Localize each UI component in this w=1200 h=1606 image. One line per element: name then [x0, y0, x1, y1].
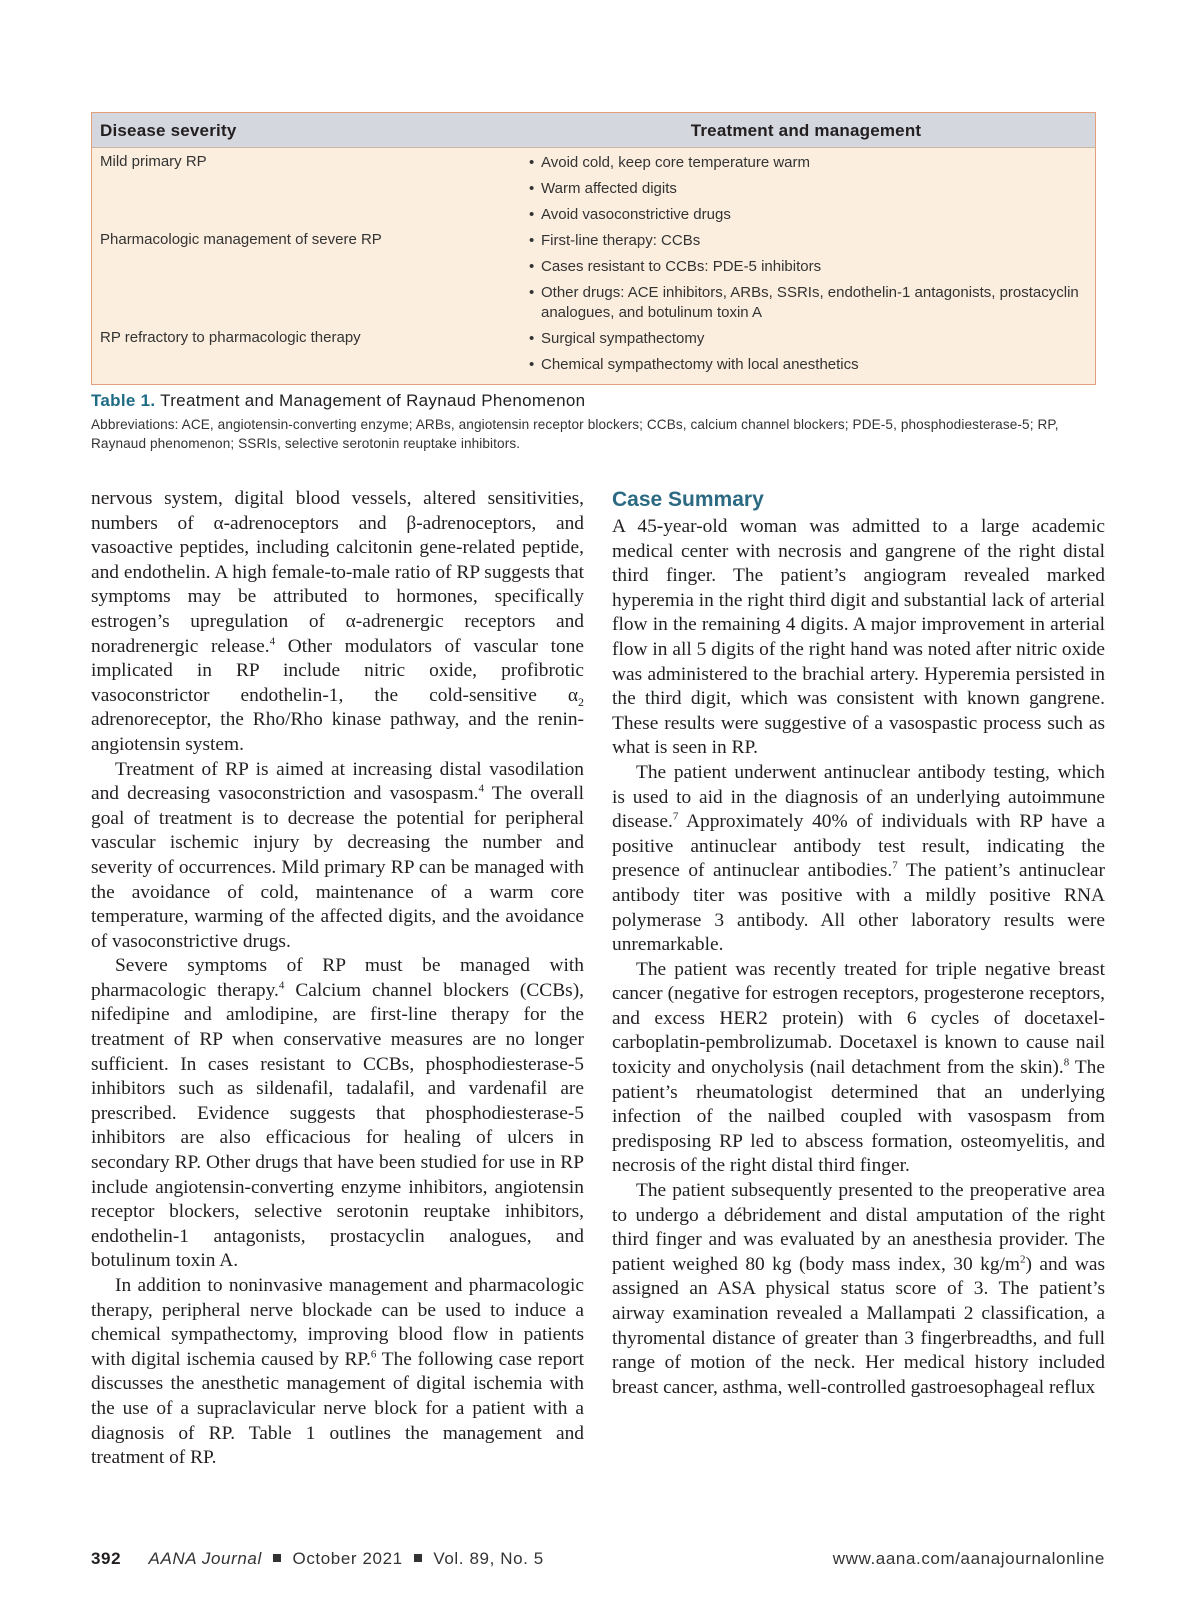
- volume-issue: Vol. 89, No. 5: [433, 1549, 544, 1568]
- severity-mild-primary: Mild primary RP: [100, 153, 207, 170]
- header-disease-severity: Disease severity: [100, 121, 237, 140]
- journal-url: www.aana.com/aanajournalonline: [832, 1549, 1105, 1568]
- treatment-item: • Warm affected digits: [529, 180, 677, 197]
- severity-refractory: RP refractory to pharmacologic therapy: [100, 329, 361, 346]
- paragraph: The patient was recently treated for triple negative breast cancer (negative for estrogen receptors, progesterone receptors, and excess HER2 protein) with 6 cycles of docetaxel-carboplatin-pembrolizumab. Docetaxel is known to cause nail toxicity and onycholysis (nail detachment from the skin).$^8$ The patient’s rheumatologist determined that an underlying infection of the nailbed coupled with vasospasm from predisposing RP led to abscess formation, osteomyelitis, and necrosis of the right distal third finger.: [612, 958, 1105, 1177]
- treatment-item: • Cases resistant to CCBs: PDE-5 inhibitors: [529, 258, 822, 275]
- caption-title: Treatment and Management of Raynaud Phenomenon: [160, 391, 586, 410]
- severity-pharmacologic: Pharmacologic management of severe RP: [100, 231, 382, 248]
- paragraph: nervous system, digital blood vessels, altered sensitivities, numbers of α-adrenoceptors and β-adrenoceptors, and vasoactive peptides, including calcitonin gene-related peptide, and endothelin. A high female-to-male ratio of RP suggests that symptoms may be attributed to hormones, specifically estrogen’s upregulation of α-adrenergic receptors and noradrenergic release.$^4$ Other modulators of vascular tone implicated in RP include nitric oxide, profibrotic vasoconstrictor endothelin-1, the cold-sensitive $\alpha_2$ adrenoreceptor, the Rho/Rho kinase pathway, and the renin-angiotensin system.: [91, 488, 584, 755]
- paragraph: Severe symptoms of RP must be managed with pharmacologic therapy.$^4$ Calcium channel blockers (CCBs), nifedipine and amlodipine, are first-line therapy for the treatment of RP when conservative measures are no longer sufficient. In cases resistant to CCBs, phosphodiesterase-5 inhibitors such as sildenafil, tadalafil, and vardenafil are prescribed. Evidence suggests that phosphodiesterase-5 inhibitors are also efficacious for healing of ulcers in secondary RP. Other drugs that have been studied for use in RP include angiotensin-converting enzyme inhibitors, angiotensin receptor blockers, selective serotonin reuptake inhibitors, endothelin-1 antagonists, prostacyclin analogues, and botulinum toxin A.: [91, 955, 584, 1272]
- caption-title-line: [91, 391, 1101, 411]
- paragraph: A 45-year-old woman was admitted to a large academic medical center with necrosis and gangrene of the right distal third finger. The patient’s angiogram revealed marked hyperemia in the right third digit and substantial lack of arterial flow in the remaining 4 digits. A major improvement in arterial flow in all 5 digits of the right hand was noted after nitric oxide was administered to the brachial artery. Hyperemia persisted in the third digit, which was consistent with known gangrene. These results were suggestive of a vasospastic process such as what is seen in RP.: [612, 516, 1105, 759]
- paragraph: The patient subsequently presented to the preoperative area to undergo a débridement and distal amputation of the right third finger and was evaluated by an anesthesia provider. The patient weighed 80 kg (body mass index, 30 $kg/m^2$) and was assigned an ASA physical status score of 3. The patient’s airway examination revealed a Mallampati 2 classification, a thyromental distance of greater than 3 fingerbreadths, and full range of motion of the neck. Her medical history included breast cancer, asthma, well-controlled gastroesophageal reflux: [612, 1180, 1105, 1398]
- citation: 7: [672, 810, 679, 823]
- section-heading-case-summary: Case Summary: [612, 488, 764, 511]
- bullet-icon: •: [529, 258, 535, 275]
- treatment-item: • Surgical sympathectomy: [529, 330, 705, 347]
- issue-date: October 2021: [292, 1549, 403, 1568]
- journal-name: AANA Journal: [148, 1549, 262, 1568]
- caption-label: Table 1.: [91, 391, 156, 410]
- caption-abbreviations: Abbreviations: ACE, angiotensin-converting enzyme; ARBs, angiotensin receptor blockers; CCBs, calcium channel blockers; PDE-5, phosphodiesterase-5; RP, Raynaud phenomenon; SSRIs, selective serotonin reuptake inhibitors.: [91, 417, 1059, 451]
- page-footer: [91, 1549, 1105, 1569]
- treatment-item: • Avoid vasoconstrictive drugs: [529, 206, 731, 223]
- bullet-icon: •: [529, 356, 535, 373]
- paragraph: In addition to noninvasive management and pharmacologic therapy, peripheral nerve blockade can be used to induce a chemical sympathectomy, improving blood flow in patients with digital ischemia caused by RP.$^6$ The following case report discusses the anesthetic management of digital ischemia with the use of a supraclavicular nerve block for a patient with a diagnosis of RP. Table 1 outlines the management and treatment of RP.: [91, 1275, 584, 1469]
- citation: 4: [269, 635, 276, 648]
- bullet-icon: •: [529, 206, 535, 223]
- header-treatment-management: Treatment and management: [690, 121, 922, 140]
- paragraph: The patient underwent antinuclear antibody testing, which is used to aid in the diagnosis of an underlying autoimmune disease.$^7$ Approximately 40% of individuals with RP have a positive antinuclear antibody test result, indicating the presence of antinuclear antibodies.$^7$ The patient’s antinuclear antibody titer was positive with a mildly positive RNA polymerase 3 antibody. All other laboratory results were unremarkable.: [612, 761, 1105, 956]
- bullet-icon: •: [529, 232, 535, 249]
- page-number: 392: [91, 1549, 122, 1568]
- superscript: 2: [1020, 1253, 1026, 1266]
- subscript: 2: [578, 694, 584, 709]
- citation: 6: [370, 1348, 377, 1361]
- square-separator-icon: [273, 1554, 281, 1562]
- treatment-item: • First-line therapy: CCBs: [529, 232, 701, 249]
- bullet-icon: •: [529, 154, 535, 171]
- treatment-item: • Other drugs: ACE inhibitors, ARBs, SSRIs, endothelin-1 antagonists, prostacyclin analogues, and botulinum toxin A: [529, 284, 1079, 321]
- citation: 4: [478, 782, 485, 795]
- bullet-icon: •: [529, 330, 535, 347]
- bullet-icon: •: [529, 284, 535, 301]
- citation: 8: [1063, 1056, 1070, 1069]
- paragraph: Treatment of RP is aimed at increasing distal vasodilation and decreasing vasoconstriction and vasospasm.$^4$ The overall goal of treatment is to decrease the potential for peripheral vascular ischemic injury by decreasing the number and severity of occurrences. Mild primary RP can be managed with the avoidance of cold, maintenance of a warm core temperature, warming of the affected digits, and the avoidance of vasoconstrictive drugs.: [91, 758, 584, 952]
- treatment-table: [91, 112, 1096, 385]
- table-header-row: [92, 113, 1095, 148]
- square-separator-icon: [414, 1554, 422, 1562]
- right-column: [612, 487, 1105, 1400]
- table-body: [92, 148, 1095, 384]
- table-caption: [91, 391, 1101, 453]
- left-column: [91, 487, 584, 1471]
- citation: 4: [278, 979, 285, 992]
- bullet-icon: •: [529, 180, 535, 197]
- treatment-item: • Avoid cold, keep core temperature warm: [529, 154, 811, 171]
- treatment-item: • Chemical sympathectomy with local anesthetics: [529, 356, 859, 373]
- citation: 7: [892, 859, 898, 872]
